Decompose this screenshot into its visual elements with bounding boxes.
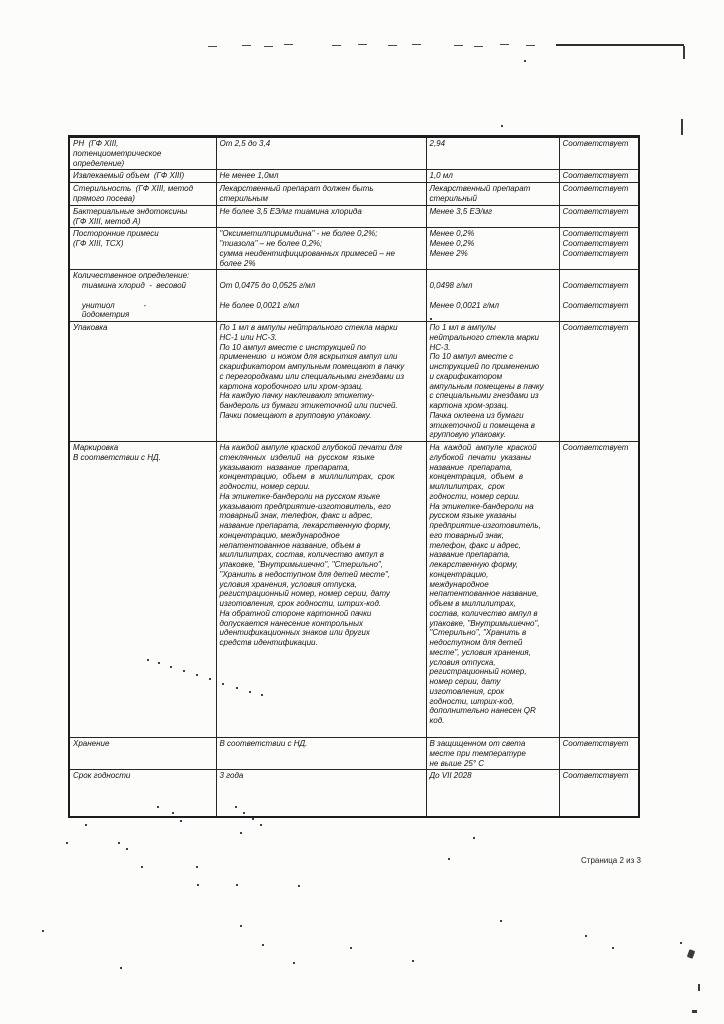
table-row-assay — [69, 270, 639, 322]
specification-cell: На каждой ампуле краской глубокой печати для стеклянных изделий на русском языке указывают название препарата, концентрацию, объем в миллилитрах, срок годности, номер серии. На этикетке-бандероли на русском языке указывают предприятие-изготовитель, его товарный знак, телефон, факс и адрес, название препарата, лекарственную форму, концентрацию, международное непатентованное название, объем в миллилитрах, состав, количество ампул в упаковке, "Внутримышечно", "Стерильно", "Хранить в недоступном для детей месте", условия хранения, условия отпуска, регистрационный номер, номер серии, дату изготовления, срок годности, штрих-код. На обратной стороне картонной пачки допускается нанесение контрольных идентификационных знаков или других средств идентификации. — [216, 442, 426, 738]
table-row-ph — [69, 137, 639, 170]
conformity-cell: Соответствует — [559, 137, 639, 170]
parameter-cell: Срок годности — [69, 770, 216, 817]
parameter-cell: Хранение — [69, 738, 216, 770]
result-cell: 1,0 мл — [426, 170, 559, 183]
scan-dashes — [208, 46, 217, 47]
conformity-cell: Соответствует — [559, 770, 639, 817]
result-cell: 0,0498 г/мл Менее 0,0021 г/мл — [426, 270, 559, 322]
parameter-cell: Посторонние примеси (ГФ XIII, ТСХ) — [69, 228, 216, 270]
conformity-cell: Соответствует Соответствует — [559, 270, 639, 322]
result-cell: Менее 3,5 ЕЭ/мг — [426, 205, 559, 228]
result-cell: По 1 мл в ампулы нейтрального стекла марки НС-3. По 10 ампул вместе с инструкцией по применению и скарификатором ампульным помещены в пачку с специальными гнездами из картона хром-эрзац. Пачка оклеена из бумаги этикеточной и помещена в групповую упаковку. — [426, 322, 559, 442]
parameter-cell: Маркировка В соответствии с НД. — [69, 442, 216, 738]
conformity-cell: Соответствует — [559, 322, 639, 442]
conformity-cell: Соответствует — [559, 205, 639, 228]
scan-edge-mark — [683, 46, 685, 59]
conformity-cell: Соответствует — [559, 442, 639, 738]
conformity-cell: Соответствует Соответствует Соответствует — [559, 228, 639, 270]
conformity-cell: Соответствует — [559, 738, 639, 770]
result-cell: На каждой ампуле краской глубокой печати указаны название препарата, концентрация, объем в миллилитрах, срок годности, номер серии. На этикетке-бандероли на русском языке указаны предприятие-изготовитель, его товарный знак, телефон, факс и адрес, название препарата, лекарственную форму, концентрацию, международное непатентованное название, объем в миллилитрах, состав, количество ампул в упаковке, "Внутримышечно", "Стерильно", "Хранить в недоступном для детей месте", условия хранения, условия отпуска, регистрационный номер, номер серии, дату изготовления, срок годности, штрих-код, дополнительно нанесен QR код. — [426, 442, 559, 738]
page-number: Страница 2 из 3 — [581, 856, 641, 865]
result-cell: В защищенном от света месте при температуре не выше 25° С — [426, 738, 559, 770]
specification-cell: От 2,5 до 3,4 — [216, 137, 426, 170]
parameter-cell: РН (ГФ XIII, потенциометрическое определение) — [69, 137, 216, 170]
scan-blot — [692, 1010, 697, 1013]
result-cell: Лекарственный препарат стерильный — [426, 183, 559, 206]
scan-edge-line — [556, 44, 684, 46]
result-cell: 2,94 — [426, 137, 559, 170]
specification-cell: Не менее 1,0мл — [216, 170, 426, 183]
specification-cell: От 0,0475 до 0,0525 г/мл Не более 0,0021 г/мл — [216, 270, 426, 322]
table-row-sterility — [69, 183, 639, 206]
specification-cell: "Оксиметилпиримидина" - не более 0,2%; "тиазола" – не более 0,2%; сумма неидентифицированных примесей – не более 2% — [216, 228, 426, 270]
specification-cell: Не более 3,5 ЕЭ/мг тиамина хлорида — [216, 205, 426, 228]
parameter-cell: Упаковка — [69, 322, 216, 442]
specification-cell: 3 года — [216, 770, 426, 817]
table-row-extractable-volume — [69, 170, 639, 183]
table-row-impurities — [69, 228, 639, 270]
result-cell: До VII 2028 — [426, 770, 559, 817]
parameter-cell: Стерильность (ГФ XIII, метод прямого посева) — [69, 183, 216, 206]
table-row-labeling — [69, 442, 639, 738]
result-cell: Менее 0,2% Менее 0,2% Менее 2% — [426, 228, 559, 270]
parameter-cell: Количественное определение: тиамина хлорид - весовой унитиол - йодометрия — [69, 270, 216, 322]
scan-blot — [687, 949, 695, 959]
table-row-packaging — [69, 322, 639, 442]
parameter-cell: Бактериальные эндотоксины (ГФ XIII, метод А) — [69, 205, 216, 228]
conformity-cell: Соответствует — [559, 170, 639, 183]
scan-edge-mark — [681, 119, 683, 135]
specification-cell: Лекарственный препарат должен быть стерильным — [216, 183, 426, 206]
table-row-storage — [69, 738, 639, 770]
specification-cell: В соответствии с НД. — [216, 738, 426, 770]
conformity-cell: Соответствует — [559, 183, 639, 206]
specification-cell: По 1 мл в ампулы нейтрального стекла марки НС-1 или НС-3. По 10 ампул вместе с инструкцией по применению и ножом для вскрытия ампул или скарификатором ампульным помещают в пачку с перегородками или специальными гнездами из картона коробочного или хром-эрзац. На каждую пачку наклеивают этикетку- бандероль из бумаги этикеточной или писчей. Пачки помещают в групповую упаковку. — [216, 322, 426, 442]
qc-results-table — [68, 135, 640, 818]
parameter-cell: Извлекаемый объем (ГФ XIII) — [69, 170, 216, 183]
scan-specks — [0, 0, 2, 2]
table-row-endotoxins — [69, 205, 639, 228]
scan-blot — [698, 984, 700, 991]
table-row-shelf-life — [69, 770, 639, 817]
